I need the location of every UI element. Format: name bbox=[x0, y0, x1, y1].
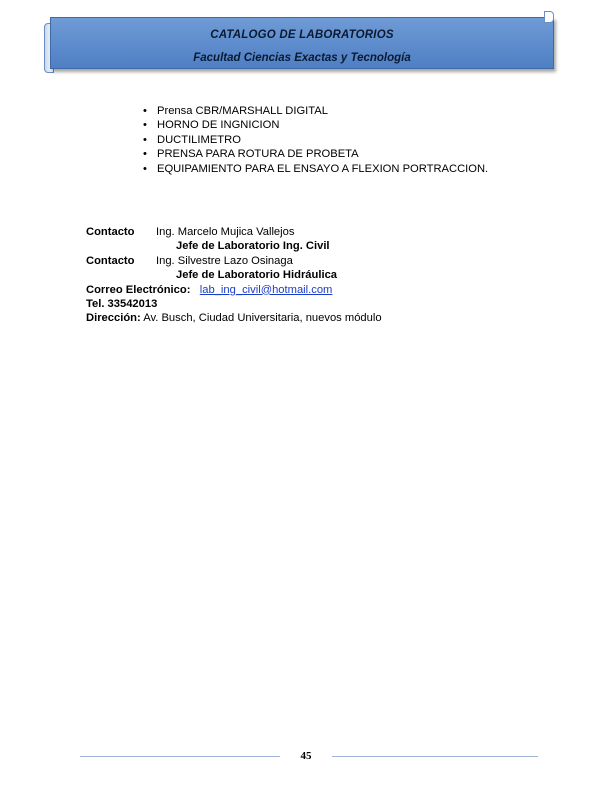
equipment-label: PRENSA PARA ROTURA DE PROBETA bbox=[157, 148, 359, 161]
list-item bbox=[143, 133, 488, 147]
list-item bbox=[143, 162, 488, 176]
contact-role-row bbox=[86, 268, 382, 282]
header-banner bbox=[44, 17, 554, 71]
bullet-icon: • bbox=[143, 105, 147, 117]
equipment-label: HORNO DE INGNICION bbox=[157, 119, 280, 132]
equipment-label: Prensa CBR/MARSHALL DIGITAL bbox=[157, 105, 328, 117]
list-item bbox=[143, 104, 488, 118]
phone-label: Tel. 33542013 bbox=[86, 297, 158, 310]
equipment-list bbox=[143, 104, 488, 176]
email-row bbox=[86, 283, 382, 297]
contact-name: Ing. Marcelo Mujica Vallejos bbox=[156, 226, 295, 238]
bullet-icon: • bbox=[143, 148, 147, 161]
catalog-title: CATALOGO DE LABORATORIOS bbox=[210, 29, 394, 41]
contact-label: Contacto bbox=[86, 226, 135, 238]
contact-name: Ing. Silvestre Lazo Osinaga bbox=[156, 254, 293, 267]
address-value: Av. Busch, Ciudad Universitaria, nuevos módulo bbox=[140, 312, 382, 325]
page-number: 45 bbox=[300, 750, 312, 762]
list-item bbox=[143, 147, 488, 161]
address-label: Dirección: bbox=[86, 312, 141, 325]
contact-role-row bbox=[86, 239, 382, 253]
bullet-icon: • bbox=[143, 162, 147, 175]
address-row bbox=[86, 311, 382, 325]
equipment-label: DUCTILIMETRO bbox=[157, 133, 241, 146]
footer-divider-left bbox=[80, 756, 280, 757]
contact-row bbox=[86, 225, 382, 239]
banner-body bbox=[50, 17, 554, 69]
contact-label: Contacto bbox=[86, 254, 135, 267]
equipment-label: EQUIPAMIENTO PARA EL ENSAYO A FLEXION PORTRACCION. bbox=[157, 162, 489, 175]
phone-row bbox=[86, 297, 382, 311]
contact-block bbox=[86, 225, 382, 326]
list-item bbox=[143, 118, 488, 132]
bullet-icon: • bbox=[143, 119, 147, 132]
email-label: Correo Electrónico: bbox=[86, 283, 191, 296]
footer-divider-right bbox=[332, 756, 538, 757]
contact-role: Jefe de Laboratorio Hidráulica bbox=[176, 269, 338, 282]
banner-scroll-right bbox=[544, 11, 554, 23]
contact-row bbox=[86, 254, 382, 268]
contact-role: Jefe de Laboratorio Ing. Civil bbox=[176, 240, 330, 253]
faculty-subtitle: Facultad Ciencias Exactas y Tecnología bbox=[193, 52, 411, 64]
bullet-icon: • bbox=[143, 133, 147, 146]
email-link[interactable]: lab_ing_civil@hotmail.com bbox=[199, 283, 333, 296]
